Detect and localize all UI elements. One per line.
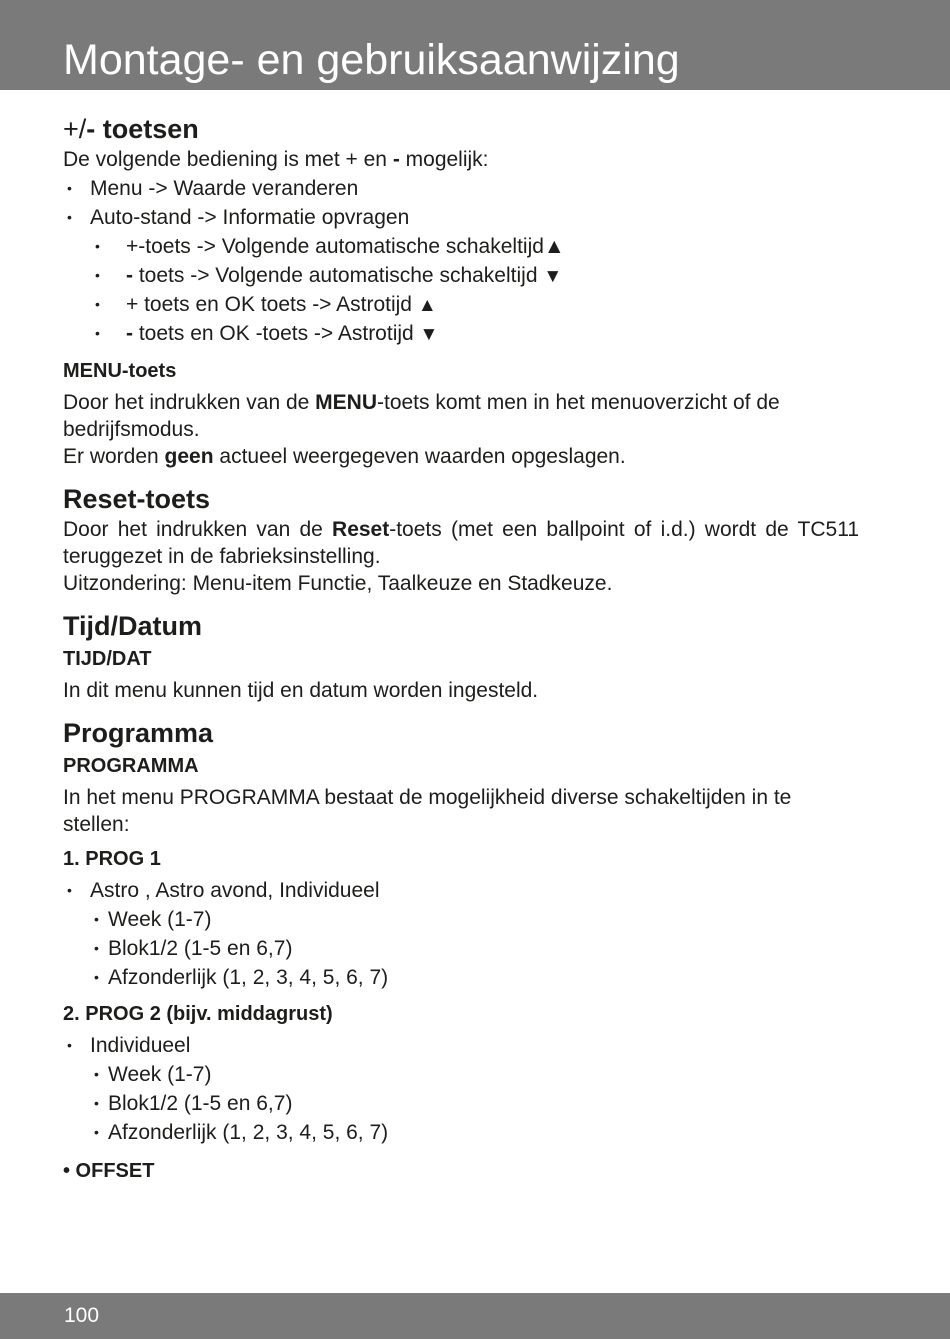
sub-list-item bbox=[63, 232, 859, 261]
sub-list-item bbox=[63, 1089, 859, 1118]
bullet-icon: • bbox=[94, 1124, 99, 1140]
reset-heading: Reset-toets bbox=[63, 484, 211, 514]
header-band bbox=[0, 0, 950, 90]
reset-paragraph-2: Uitzondering: Menu-item Functie, Taalkeuze en Stadkeuze. bbox=[63, 572, 613, 595]
list-item bbox=[63, 1031, 859, 1060]
sub-list-item bbox=[63, 290, 859, 319]
menu-paragraph-2 bbox=[63, 443, 859, 470]
text: Door het indrukken van de bbox=[63, 391, 316, 414]
sub-list-item-label: + toets en OK toets -> Astrotijd bbox=[126, 293, 418, 316]
sub-list-item-label: Week (1-7) bbox=[108, 1063, 212, 1086]
bullet-icon: • bbox=[67, 209, 72, 225]
sub-list-item-label: toets -> Volgende automatische schakeltijd bbox=[133, 264, 544, 287]
bullet-icon: • bbox=[67, 882, 72, 898]
bullet-icon: • bbox=[94, 1095, 99, 1111]
sub-list-item bbox=[63, 1060, 859, 1089]
bullet-icon: • bbox=[95, 325, 100, 341]
text-bold: geen bbox=[164, 445, 214, 468]
programma-heading: Programma bbox=[63, 718, 214, 748]
text: Er worden bbox=[63, 445, 165, 468]
plusminus-intro bbox=[63, 146, 859, 173]
bullet-icon: • bbox=[94, 940, 99, 956]
prog1-heading: 1. PROG 1 bbox=[63, 848, 161, 870]
text-bold: MENU bbox=[315, 391, 377, 414]
sub-list-item-label: Blok1/2 (1-5 en 6,7) bbox=[108, 937, 293, 960]
bullet-icon: • bbox=[94, 969, 99, 985]
bullet-icon: • bbox=[94, 911, 99, 927]
sub-list-item-label: Afzonderlijk (1, 2, 3, 4, 5, 6, 7) bbox=[108, 1121, 389, 1144]
sub-list-item-label: +-toets -> Volgende automatische schakeltijd▲ bbox=[126, 235, 565, 258]
prog2-heading: 2. PROG 2 (bijv. middagrust) bbox=[63, 1003, 333, 1025]
sub-list-item-bold: - bbox=[126, 264, 133, 287]
sub-list-item bbox=[63, 319, 859, 348]
bullet-icon: • bbox=[67, 180, 72, 196]
programma-paragraph: In het menu PROGRAMMA bestaat de mogelijkheid diverse schakeltijden in te stellen: bbox=[63, 786, 792, 836]
sub-list-item-label: Week (1-7) bbox=[108, 908, 212, 931]
tijd-heading: Tijd/Datum bbox=[63, 611, 203, 641]
menu-heading: MENU-toets bbox=[63, 360, 177, 382]
programma-subheading: PROGRAMMA bbox=[63, 755, 199, 777]
list-item-label: Individueel bbox=[90, 1034, 191, 1057]
list-item bbox=[63, 876, 859, 905]
bullet-icon: • bbox=[95, 238, 100, 254]
text: Door het indrukken van de bbox=[63, 518, 333, 541]
sub-list-item bbox=[63, 905, 859, 934]
bullet-icon: • bbox=[67, 1037, 72, 1053]
sub-list-item-label: Afzonderlijk (1, 2, 3, 4, 5, 6, 7) bbox=[108, 966, 389, 989]
footer-band bbox=[0, 1293, 950, 1339]
up-triangle-icon: ▲ bbox=[417, 295, 437, 316]
tijd-subheading: TIJD/DAT bbox=[63, 648, 152, 670]
list-item-label: Auto-stand -> Informatie opvragen bbox=[90, 206, 410, 229]
content bbox=[63, 112, 859, 1185]
reset-paragraph-1 bbox=[63, 516, 859, 570]
bullet-icon: • bbox=[95, 296, 100, 312]
bullet-icon: • bbox=[94, 1066, 99, 1082]
intro-bold: - bbox=[392, 148, 400, 171]
intro-text: De volgende bediening is met + en bbox=[63, 148, 393, 171]
sub-list-item bbox=[63, 261, 859, 290]
list-item bbox=[63, 203, 859, 232]
down-triangle-icon: ▼ bbox=[543, 266, 563, 287]
menu-paragraph-1 bbox=[63, 389, 859, 443]
section-heading-plusminus bbox=[63, 112, 859, 146]
list-item-label: Astro , Astro avond, Individueel bbox=[90, 879, 380, 902]
down-triangle-icon: ▼ bbox=[419, 324, 439, 345]
text: -toets (met een ballpoint of i.d.) wordt de TC511 teruggezet in de fabrieksinstelling. bbox=[63, 518, 859, 568]
text-bold: Reset bbox=[332, 518, 390, 541]
intro-text-end: mogelijk: bbox=[399, 148, 489, 171]
offset-heading: • OFFSET bbox=[63, 1160, 155, 1182]
heading-bold: - toetsen bbox=[86, 114, 199, 144]
bullet-icon: • bbox=[95, 267, 100, 283]
list-item-label: Menu -> Waarde veranderen bbox=[90, 177, 359, 200]
sub-list-item-bold: - bbox=[126, 322, 133, 345]
sub-list-item bbox=[63, 934, 859, 963]
list-item bbox=[63, 174, 859, 203]
page-title: Montage- en gebruiksaanwijzing bbox=[63, 36, 680, 84]
text: actueel weergegeven waarden opgeslagen. bbox=[213, 445, 626, 468]
sub-list-item bbox=[63, 963, 859, 992]
tijd-paragraph: In dit menu kunnen tijd en datum worden ingesteld. bbox=[63, 679, 539, 702]
text: -toets komt men in het menuoverzicht of de bedrijfsmodus. bbox=[63, 391, 780, 441]
sub-list-item-label: toets en OK -toets -> Astrotijd bbox=[133, 322, 420, 345]
heading-prefix: +/ bbox=[63, 114, 87, 144]
sub-list-item-label: Blok1/2 (1-5 en 6,7) bbox=[108, 1092, 293, 1115]
page-number: 100 bbox=[64, 1304, 100, 1327]
sub-list-item bbox=[63, 1118, 859, 1147]
